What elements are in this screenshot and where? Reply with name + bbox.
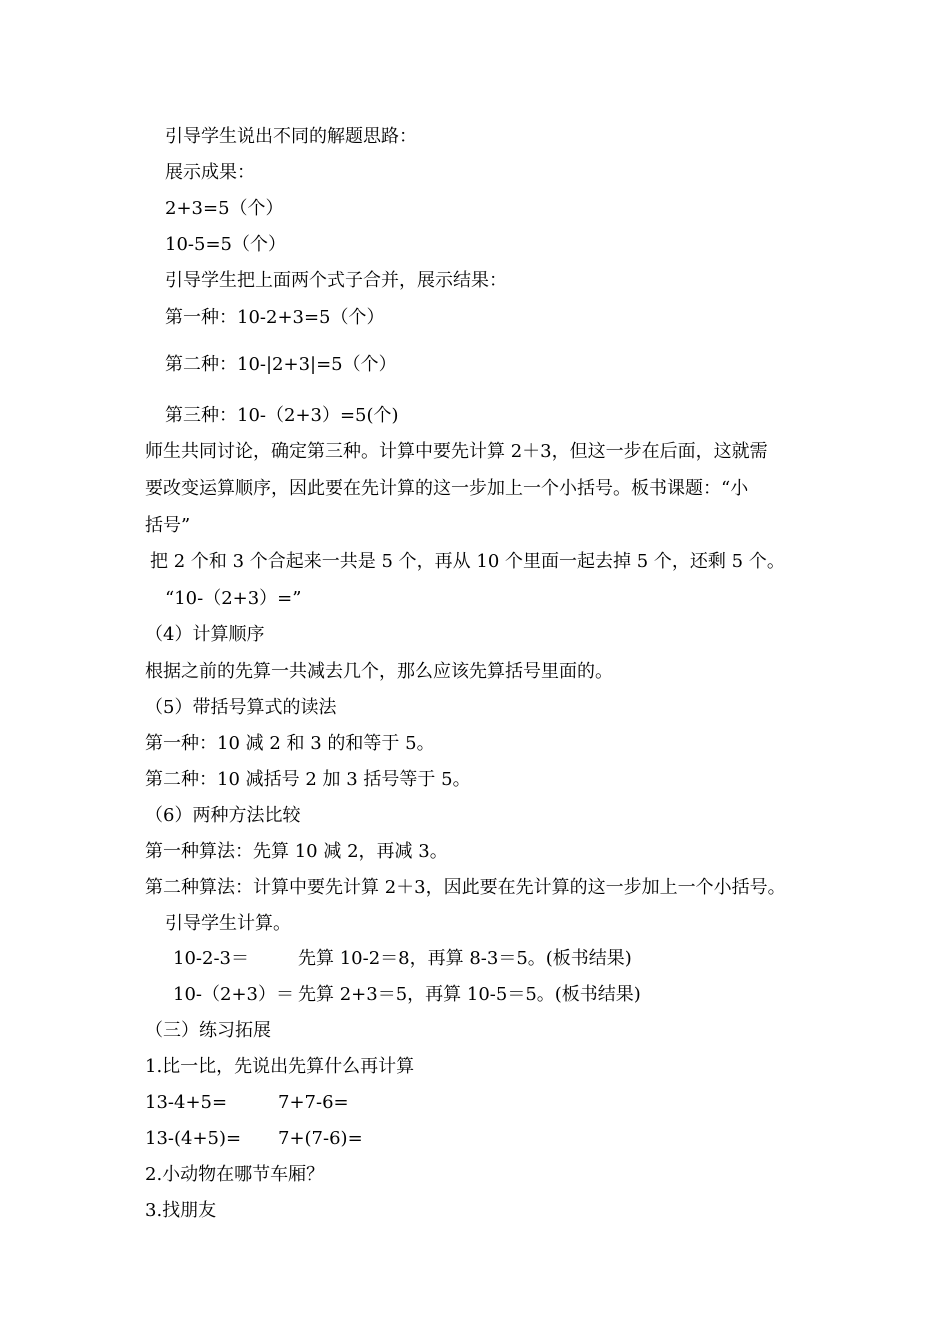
text-line: 10-5=5（个） [165, 234, 286, 255]
text-line: 把 2 个和 3 个合起来一共是 5 个，再从 10 个里面一起去掉 5 个，还剩 5 个。 [150, 551, 785, 572]
section-heading: （5）带括号算式的读法 [145, 697, 337, 718]
text-line: 根据之前的先算一共减去几个，那么应该先算括号里面的。 [145, 661, 613, 682]
exercise-expression: 13-(4+5)= [145, 1128, 242, 1149]
paragraph-line: 师生共同讨论，确定第三种。计算中要先计算 2＋3，但这一步在后面，这就需 [145, 441, 768, 462]
text-line: 第三种：10-（2+3）=5(个) [165, 405, 399, 426]
text-line: 引导学生说出不同的解题思路： [165, 126, 417, 147]
expression-explanation: 先算 10-2＝8，再算 8-3＝5。(板书结果) [298, 948, 632, 969]
text-line: 2+3=5（个） [165, 198, 284, 219]
paragraph-line: 要改变运算顺序，因此要在先计算的这一步加上一个小括号。板书课题：“小 [145, 478, 749, 499]
expression-explanation: 先算 2+3＝5，再算 10-5＝5。(板书结果) [298, 984, 641, 1005]
paragraph-line: 括号” [145, 515, 191, 536]
text-line: 引导学生计算。 [165, 913, 291, 934]
expression: 10-2-3＝ [173, 948, 249, 969]
section-heading: （6）两种方法比较 [145, 805, 301, 826]
section-heading: （4）计算顺序 [145, 624, 265, 645]
exercise-expression: 7+(7-6)= [278, 1128, 363, 1149]
exercise-title: 1.比一比，先说出先算什么再计算 [145, 1056, 415, 1077]
expression: 10-（2+3）＝ [173, 984, 294, 1005]
formula-line: “10-（2+3）=” [165, 588, 302, 609]
text-line: 第一种：10-2+3=5（个） [165, 307, 385, 328]
exercise-expression: 13-4+5= [145, 1092, 228, 1113]
section-heading: （三）练习拓展 [145, 1020, 271, 1041]
text-line: 第二种：10-|2+3|=5（个） [165, 354, 397, 375]
exercise-expression: 7+7-6= [278, 1092, 349, 1113]
text-line: 第一种算法：先算 10 减 2，再减 3。 [145, 841, 448, 862]
text-line: 引导学生把上面两个式子合并，展示结果： [165, 270, 507, 291]
exercise-title: 3.找朋友 [145, 1200, 217, 1221]
text-line: 第一种：10 减 2 和 3 的和等于 5。 [145, 733, 435, 754]
exercise-title: 2.小动物在哪节车厢？ [145, 1164, 325, 1185]
text-line: 第二种：10 减括号 2 加 3 括号等于 5。 [145, 769, 471, 790]
text-line: 第二种算法：计算中要先计算 2＋3，因此要在先计算的这一步加上一个小括号。 [145, 877, 786, 898]
text-line: 展示成果： [165, 162, 255, 183]
